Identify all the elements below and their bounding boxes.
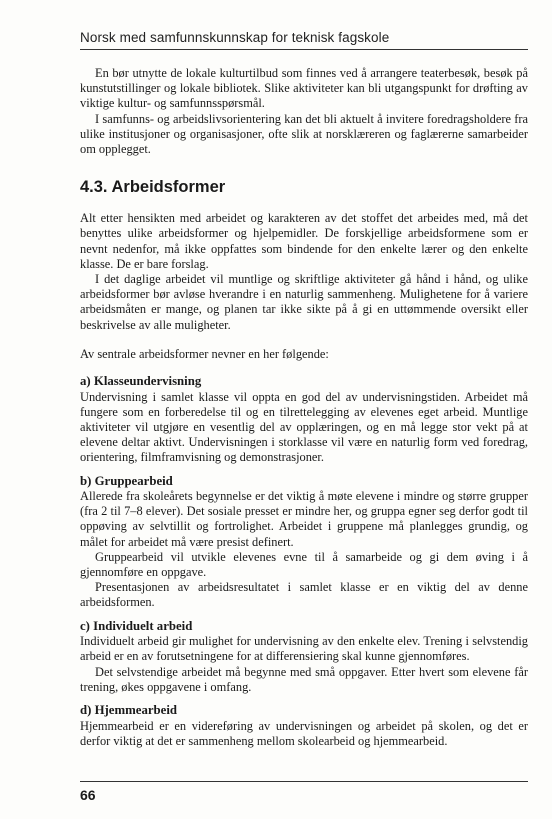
subsection-a-heading: a) Klasseundervisning (80, 374, 202, 389)
section-lead: Av sentrale arbeidsformer nevner en her følgende: (80, 346, 329, 361)
header-rule (80, 49, 528, 50)
subsection-b-paragraph-3: Presentasjonen av arbeidsresultatet i samlet klasse er en viktig del av denne arbeidsformen. (80, 580, 528, 610)
page-number: 66 (80, 787, 96, 803)
subsection-d-heading: d) Hjemmearbeid (80, 703, 178, 717)
subsection-d (80, 703, 528, 749)
section-paragraph-1: Alt etter hensikten med arbeidet og karakteren av det stoffet det arbeides med, må det benyttes ulike arbeidsformer og hjelpemidler. De forskjellige arbeidsformene som er nevnt nedenfor, må ikke oppfattes som bindende for den enkelte lærer og den enkelte klasse. De er bare forslag. (80, 211, 528, 271)
intro-paragraph-2: I samfunns- og arbeidslivsorientering kan det bli aktuelt å invitere foredragsholdere fra ulike institusjoner og organisasjoner, ofte slik at norsklæreren og faglærerne samarbeider om opplegget. (80, 111, 528, 157)
subsection-d-paragraph-1: Hjemmearbeid er en videreføring av undervisningen og arbeidet på skolen, og det er derfor viktig at det er sammenheng mellom skolearbeid og hjemmearbeid. (80, 718, 528, 748)
footer-rule (80, 781, 528, 782)
subsection-c-heading: c) Individuelt arbeid (80, 618, 193, 633)
subsection-b-heading: b) Gruppearbeid (80, 473, 173, 488)
subsection-c (80, 619, 528, 695)
subsection-b (80, 474, 528, 611)
subsection-a (80, 374, 528, 466)
section-paragraph-2: I det daglige arbeidet vil muntlige og skriftlige aktiviteter gå hånd i hånd, og ulike arbeidsformer bør avløse hverandre i en naturlig sammenheng. Mulighetene for å variere arbeidsmåten er mange, og planen tar ikke sikte på å gi en uttømmende oversikt eller beskrivelse av alle muligheter. (80, 272, 528, 332)
intro-paragraph-1: En bør utnytte de lokale kulturtilbud som finnes ved å arrangere teaterbesøk, besøk på kunstutstillinger og lokale bibliotek. Slike aktiviteter kan bli utgangspunkt for drøfting av viktige kultur- og samfunnsspørsmål. (80, 66, 528, 111)
subsection-b-paragraph-1: Allerede fra skoleårets begynnelse er det viktig å møte elevene i mindre og større grupper (fra 2 til 7–8 elever). Det sosiale presset er mindre her, og gruppa egner seg derfor godt til oppøving av selvtillit og fortrolighet. Arbeidet i gruppene må planlegges grundig, og målet for arbeidet må være presist definert. (80, 489, 528, 549)
section-heading: 4.3. Arbeidsformer (80, 178, 226, 197)
subsection-a-paragraph-1: Undervisning i samlet klasse vil oppta en god del av undervisningstiden. Arbeidet må fungere som en forberedelse til og en tilrettelegging av elevenes eget arbeid. Muntlige aktiviteter vil utgjøre en vesentlig del av opplæringen, og en må legge stor vekt på at elevene deltar aktivt. Undervisningen i storklasse vil være en naturlig form ved foredrag, orientering, filmframvisning og demonstrasjoner. (80, 389, 528, 465)
subsection-c-paragraph-2: Det selvstendige arbeidet må begynne med små oppgaver. Etter hvert som elevene får trening, økes oppgavene i omfang. (80, 664, 528, 694)
subsection-b-paragraph-2: Gruppearbeid vil utvikle elevenes evne til å samarbeide og gi dem øving i å gjennomføre en oppgave. (80, 549, 528, 580)
subsection-c-paragraph-1: Individuelt arbeid gir mulighet for undervisning av den enkelte elev. Trening i selvstendig arbeid er en av forutsetningene for at differensiering skal kunne gjennomføres. (80, 634, 528, 664)
page-content (80, 66, 528, 753)
running-header: Norsk med samfunnskunnskap for teknisk fagskole (80, 30, 390, 45)
